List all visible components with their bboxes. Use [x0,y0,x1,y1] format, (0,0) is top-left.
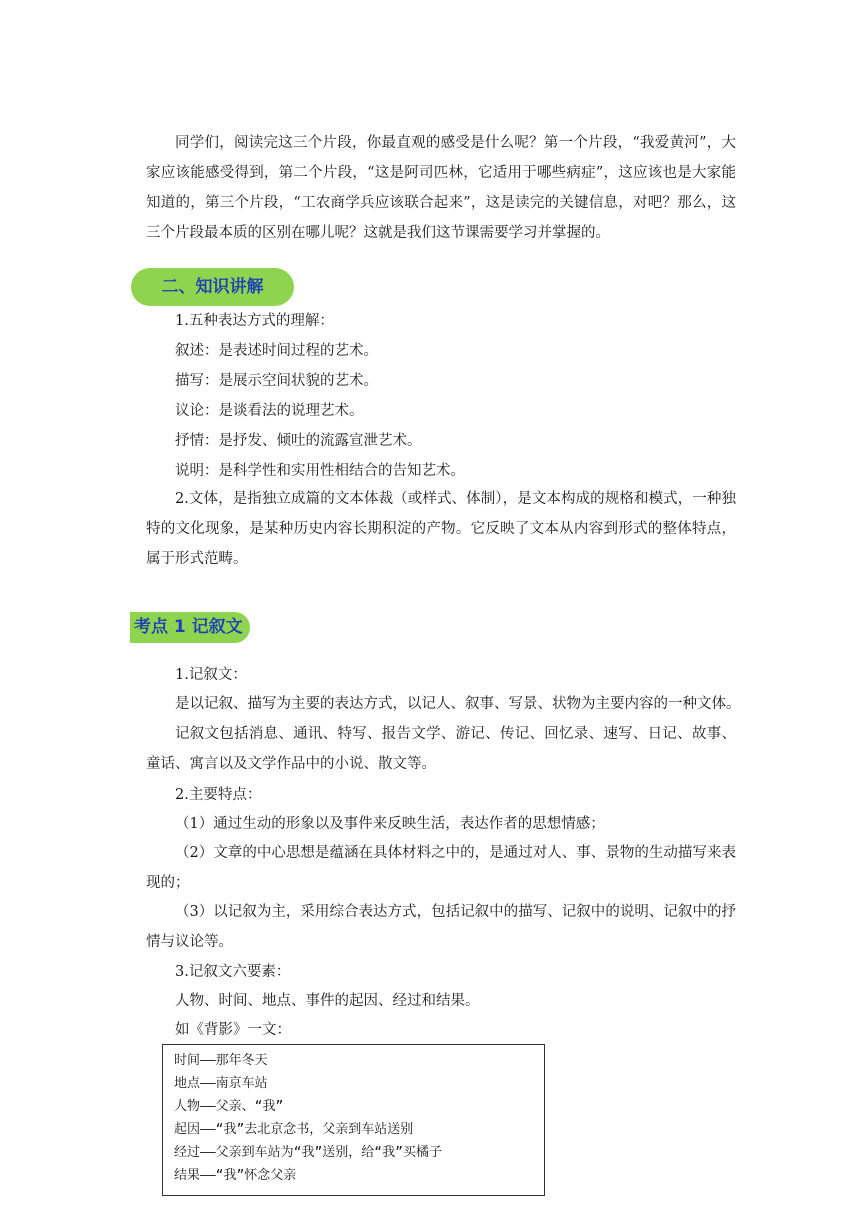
mode-argument: 议论：是谈看法的说理艺术。 [175,403,364,419]
example-process: 经过——父亲到车站为“我”送别，给“我”买橘子 [174,1145,442,1160]
mode-lyric: 抒情：是抒发、倾吐的流露宣泄艺术。 [175,433,422,449]
example-people: 人物——父亲、“我” [174,1099,284,1114]
kaodian-heading: 考点 1 记叙文 [130,612,250,643]
feature-item-3: （3）以记叙为主，采用综合表达方式，包括记叙中的描写、记叙中的说明、记叙中的抒情与议论等。 [146,904,736,950]
example-time: 时间——那年冬天 [174,1053,268,1068]
narrative-def: 是以记叙、描写为主要的表达方式，以记人、叙事、写景、状物为主要内容的一种文体。 [175,696,741,712]
six-elements-label: 3.记叙文六要素： [175,964,291,980]
narrative-includes: 记叙文包括消息、通讯、特写、报告文学、游记、传记、回忆录、速写、日记、故事、童话、寓言以及文学作品中的小说、散文等。 [146,726,736,772]
six-elements: 人物、时间、地点、事件的起因、经过和结果。 [175,993,480,1009]
feature-item-1: （1）通过生动的形象以及事件来反映生活，表达作者的思想情感； [175,816,605,832]
intro-paragraph: 同学们，阅读完这三个片段，你最直观的感受是什么呢？第一个片段，“我爱黄河”，大家应该能感受得到，第二个片段，“这是阿司匹林，它适用于哪些病症”，这应该也是大家能知道的，第三个片段，“工农商学兵应该联合起来”，这是读完的关键信息，对吧？那么，这三个片段最本质的区别在哪儿呢？这就是我们这节课需要学习并掌握的。 [146,135,736,241]
example-label: 如《背影》一文： [175,1022,291,1038]
expression-modes-label: 1.五种表达方式的理解： [175,313,334,329]
genre-paragraph: 2.文体，是指独立成篇的文本体裁（或样式、体制），是文本构成的规格和模式，一种独特的文化现象，是某种历史内容长期积淀的产物。它反映了文本从内容到形式的整体特点，属于形式范畴。 [146,491,736,567]
example-result: 结果——“我”怀念父亲 [174,1168,297,1183]
narrative-def-label: 1.记叙文： [175,667,247,683]
mode-description: 描写：是展示空间状貌的艺术。 [175,373,378,389]
example-box [162,1044,545,1196]
mode-exposition: 说明：是科学性和实用性相结合的告知艺术。 [175,463,465,479]
example-place: 地点——南京车站 [174,1076,268,1091]
feature-item-2: （2）文章的中心思想是蕴涵在具体材料之中的，是通过对人、事、景物的生动描写来表现的； [146,845,736,891]
features-label: 2.主要特点： [175,787,262,803]
section-heading-knowledge: 二、知识讲解 [131,268,294,306]
example-cause: 起因——“我”去北京念书，父亲到车站送别 [174,1122,414,1137]
mode-narration: 叙述：是表述时间过程的艺术。 [175,343,378,359]
